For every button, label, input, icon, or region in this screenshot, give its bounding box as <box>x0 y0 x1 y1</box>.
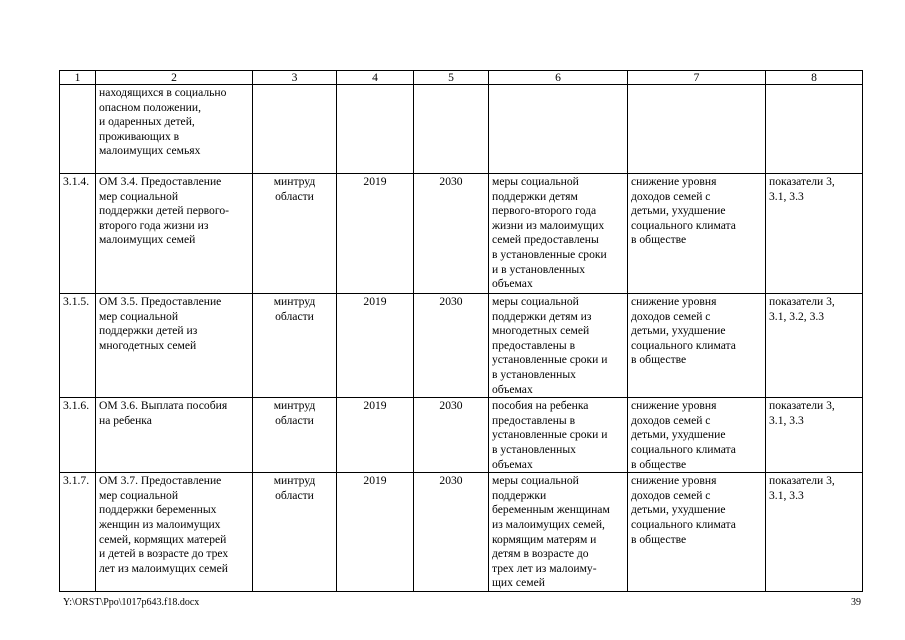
non-implementation-consequence: снижение уровня доходов семей с детьми, ухудшение социального климата в обществе <box>628 174 766 294</box>
end-year: 2030 <box>414 398 489 473</box>
indicator-link <box>766 85 863 174</box>
row-number <box>60 85 96 174</box>
expected-result: меры социальной поддержки детям первого-второго года жизни из малоимущих семей предоставлены в установленные сроки и в установленных объемах <box>489 174 628 294</box>
non-implementation-consequence <box>628 85 766 174</box>
indicator-link: показатели 3, 3.1, 3.3 <box>766 473 863 592</box>
table-row <box>60 294 863 398</box>
start-year <box>337 85 414 174</box>
column-header-5: 5 <box>414 71 489 85</box>
non-implementation-consequence: снижение уровня доходов семей с детьми, ухудшение социального климата в обществе <box>628 398 766 473</box>
measure-name: ОМ 3.4. Предоставление мер социальной поддержки детей первого- второго года жизни из малоимущих семей <box>96 174 253 294</box>
start-year: 2019 <box>337 174 414 294</box>
table-row <box>60 85 863 174</box>
end-year: 2030 <box>414 294 489 398</box>
executor: минтруд области <box>253 174 337 294</box>
executor: минтруд области <box>253 294 337 398</box>
end-year: 2030 <box>414 473 489 592</box>
column-header-2: 2 <box>96 71 253 85</box>
file-path: Y:\ORST\Ppo\1017p643.f18.docx <box>63 597 200 608</box>
measures-table <box>59 70 863 592</box>
header-row <box>60 71 863 85</box>
page-number: 39 <box>851 597 861 608</box>
table-row <box>60 398 863 473</box>
column-header-7: 7 <box>628 71 766 85</box>
indicator-link: показатели 3, 3.1, 3.3 <box>766 174 863 294</box>
measure-name: ОМ 3.6. Выплата пособия на ребенка <box>96 398 253 473</box>
end-year: 2030 <box>414 174 489 294</box>
start-year: 2019 <box>337 398 414 473</box>
column-header-1: 1 <box>60 71 96 85</box>
non-implementation-consequence: снижение уровня доходов семей с детьми, ухудшение социального климата в обществе <box>628 294 766 398</box>
expected-result: меры социальной поддержки детям из многодетных семей предоставлены в установленные сроки и в установленных объемах <box>489 294 628 398</box>
end-year <box>414 85 489 174</box>
indicator-link: показатели 3, 3.1, 3.2, 3.3 <box>766 294 863 398</box>
expected-result: пособия на ребенка предоставлены в установленные сроки и в установленных объемах <box>489 398 628 473</box>
executor: минтруд области <box>253 398 337 473</box>
row-number: 3.1.4. <box>60 174 96 294</box>
executor: минтруд области <box>253 473 337 592</box>
column-header-8: 8 <box>766 71 863 85</box>
non-implementation-consequence: снижение уровня доходов семей с детьми, ухудшение социального климата в обществе <box>628 473 766 592</box>
measure-name: ОМ 3.7. Предоставление мер социальной поддержки беременных женщин из малоимущих семей, кормящих матерей и детей в возрасте до трех лет из малоимущих семей <box>96 473 253 592</box>
row-number: 3.1.6. <box>60 398 96 473</box>
measure-name: находящихся в социально опасном положении, и одаренных детей, проживающих в малоимущих семьях <box>96 85 253 174</box>
column-header-3: 3 <box>253 71 337 85</box>
measure-name: ОМ 3.5. Предоставление мер социальной поддержки детей из многодетных семей <box>96 294 253 398</box>
executor <box>253 85 337 174</box>
row-number: 3.1.7. <box>60 473 96 592</box>
row-number: 3.1.5. <box>60 294 96 398</box>
start-year: 2019 <box>337 473 414 592</box>
start-year: 2019 <box>337 294 414 398</box>
table-row <box>60 473 863 592</box>
expected-result: меры социальной поддержки беременным женщинам из малоимущих семей, кормящим матерям и детям в возрасте до трех лет из малоиму- щих семей <box>489 473 628 592</box>
table-row <box>60 174 863 294</box>
column-header-6: 6 <box>489 71 628 85</box>
expected-result <box>489 85 628 174</box>
indicator-link: показатели 3, 3.1, 3.3 <box>766 398 863 473</box>
column-header-4: 4 <box>337 71 414 85</box>
